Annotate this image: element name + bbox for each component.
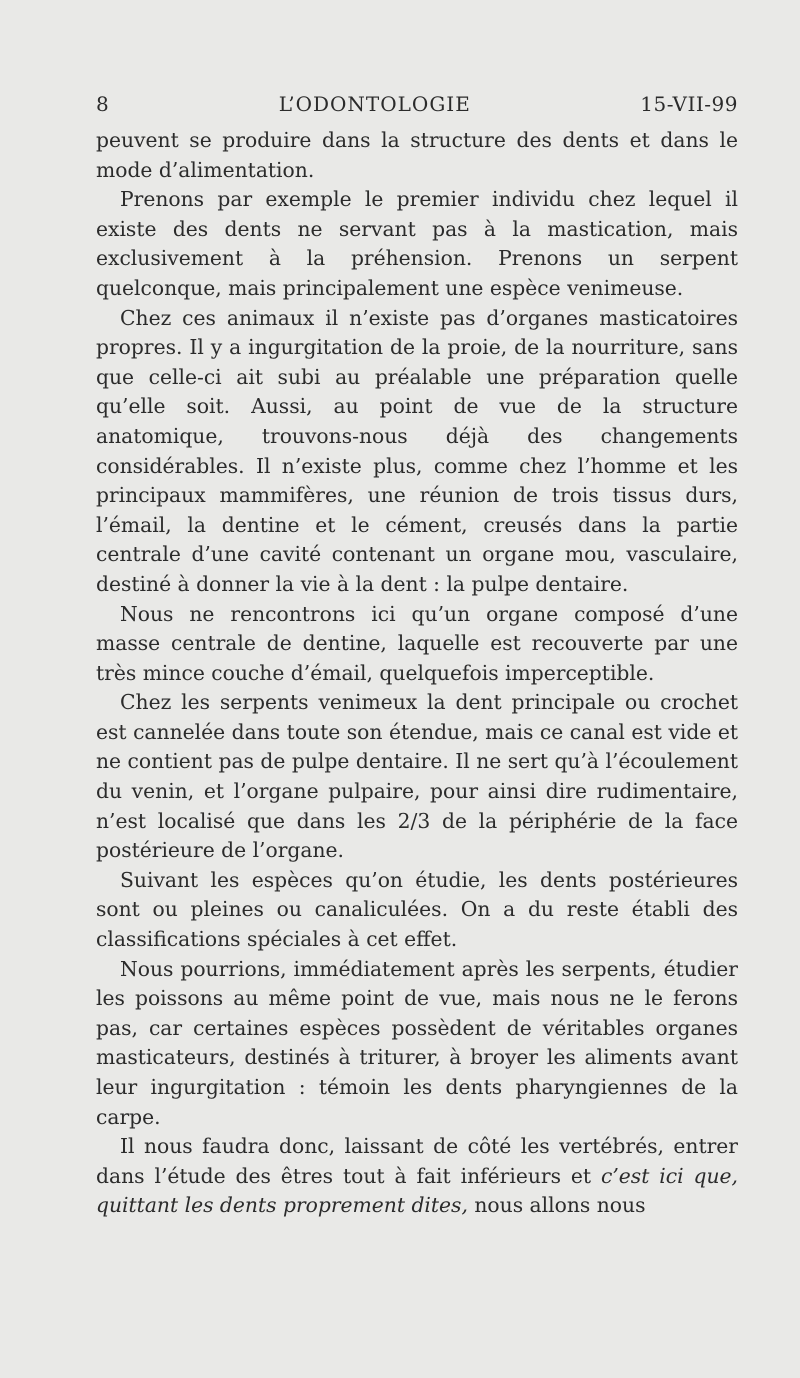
paragraph: Nous ne rencontrons ici qu’un organe composé d’une masse centrale de dentine, laquelle est recouverte par une très mince couche d’émail, quelquefois imperceptible. <box>96 601 738 685</box>
paragraph-continued: peuvent se produire dans la structure des dents et dans le mode d’alimentation. <box>96 128 738 182</box>
page-number: 8 <box>96 92 110 116</box>
running-header <box>96 92 738 116</box>
paragraph: Chez ces animaux il n’existe pas d’organes masticatoires propres. Il y a ingurgitation de la proie, de la nourriture, sans que celle-ci ait subi au préalable une préparation quelle qu’elle soit. Aussi, au point de vue de la structure anatomique, trouvons-nous déjà des changements considérables. Il n’existe plus, comme chez l’homme et les principaux mammifères, une réunion de trois tissus durs, l’émail, la dentine et le cément, creusés dans la partie centrale d’une cavité contenant un organe mou, vasculaire, destiné à donner la vie à la dent : la pulpe dentaire. <box>96 305 738 596</box>
paragraph: Suivant les espèces qu’on étudie, les dents postérieures sont ou pleines ou canaliculées. On a du reste établi des classifications spéciales à cet effet. <box>96 867 738 952</box>
journal-title: L’ODONTOLOGIE <box>278 92 471 116</box>
body-text <box>96 126 738 1221</box>
italic-text-run: c’est ici que, quittant les dents proprement dites, <box>96 1163 738 1218</box>
text-run: Il nous faudra donc, laissant de côté les vertébrés, entrer dans l’étude des êtres tout à fait inférieurs et <box>96 1134 738 1188</box>
paragraph-last <box>96 1132 738 1221</box>
issue-date: 15-VII-99 <box>640 92 738 116</box>
text-run: nous allons nous <box>467 1193 646 1218</box>
book-page <box>96 92 738 1221</box>
paragraph: Prenons par exemple le premier individu chez lequel il existe des dents ne servant pas à la mastication, mais exclusivement à la préhension. Prenons un serpent quelconque, mais principalement une espèce venimeuse. <box>96 187 738 300</box>
paragraph: Chez les serpents venimeux la dent principale ou crochet est cannelée dans toute son étendue, mais ce canal est vide et ne contient pas de pulpe dentaire. Il ne sert qu’à l’écoulement du venin, et l’organe pulpaire, pour ainsi dire rudimentaire, n’est localisé que dans les 2/3 de la périphérie de la face postérieure de l’organe. <box>96 690 738 863</box>
paragraph: Nous pourrions, immédiatement après les serpents, étudier les poissons au même point de vue, mais nous ne le ferons pas, car certaines espèces possèdent de véritables organes masticateurs, destinés à triturer, à broyer les aliments avant leur ingurgitation : témoin les dents pharyngiennes de la carpe. <box>96 956 738 1129</box>
